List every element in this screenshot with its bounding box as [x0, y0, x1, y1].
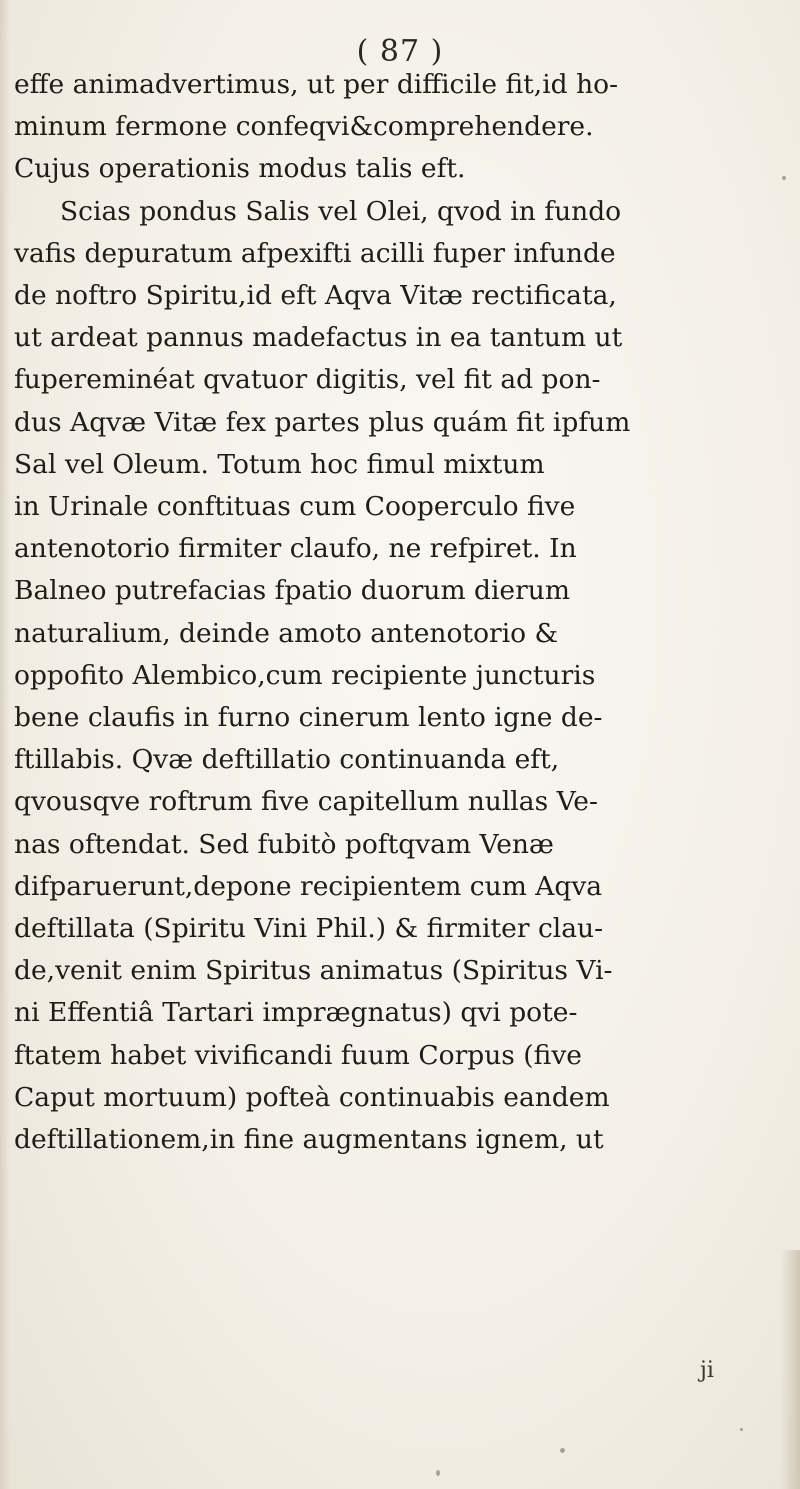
text-line: fupereminéat qvatuor digitis, vel fit ad pon- [14, 364, 601, 396]
text-line: effe animadvertimus, ut per difficile fit,id ho- [14, 69, 619, 100]
text-line: ni Effentiâ Tartari imprægnatus) qvi pote- [14, 997, 578, 1029]
text-line: ut ardeat pannus madefactus in ea tantum ut [14, 322, 623, 354]
text-line: Sal vel Oleum. Totum hoc fimul mixtum [14, 448, 545, 480]
text-line: de,venit enim Spiritus animatus (Spiritus Vi- [14, 955, 613, 987]
text-line: qvousqve roftrum five capitellum nullas Ve- [14, 786, 598, 818]
scan-shadow-left [0, 0, 10, 1489]
text-line: naturalium, deinde amoto antenotorio & [14, 617, 559, 649]
text-line: oppofito Alembico,cum recipiente juncturis [14, 659, 596, 691]
text-line: Scias pondus Salis vel Olei, qvod in fundo [60, 195, 622, 227]
text-line: deftillata (Spiritu Vini Phil.) & firmiter clau- [14, 913, 604, 945]
ink-speck [436, 1470, 440, 1476]
text-line: bene claufis in furno cinerum lento igne de- [14, 702, 603, 734]
text-line: vafis depuratum afpexifti acilli fuper infunde [14, 237, 616, 269]
body-text [14, 64, 792, 1161]
text-line: Caput mortuum) pofteà continuabis eandem [14, 1081, 610, 1113]
text-line: deftillationem,in fine augmentans ignem, ut [14, 1124, 604, 1156]
text-line: Cujus operationis modus talis eft. [14, 153, 466, 185]
text-line: dus Aqvæ Vitæ fex partes plus quám fit ipfum [14, 406, 631, 438]
text-line: antenotorio firmiter claufo, ne refpiret. In [14, 533, 577, 565]
page-number: ( 87 ) [356, 34, 444, 69]
ink-speck [782, 176, 786, 180]
text-line: difparuerunt,depone recipientem cum Aqva [14, 870, 603, 902]
text-line: Balneo putrefacias fpatio duorum dierum [14, 575, 570, 607]
text-line: minum fermone confeqvi&comprehendere. [14, 111, 594, 143]
text-line: ftatem habet vivificandi fuum Corpus (five [14, 1039, 582, 1071]
ink-speck [560, 1448, 565, 1453]
text-line: nas oftendat. Sed fubitò poftqvam Venæ [14, 828, 554, 860]
text-line: in Urinale conftituas cum Cooperculo five [14, 491, 576, 523]
ink-speck [740, 1428, 743, 1431]
text-line: de noftro Spiritu,id eft Aqva Vitæ rectificata, [14, 280, 617, 312]
text-line: ftillabis. Qvæ deftillatio continuanda eft, [14, 744, 560, 776]
catchword: ji [700, 1358, 714, 1383]
scan-shadow-right [780, 1250, 800, 1489]
